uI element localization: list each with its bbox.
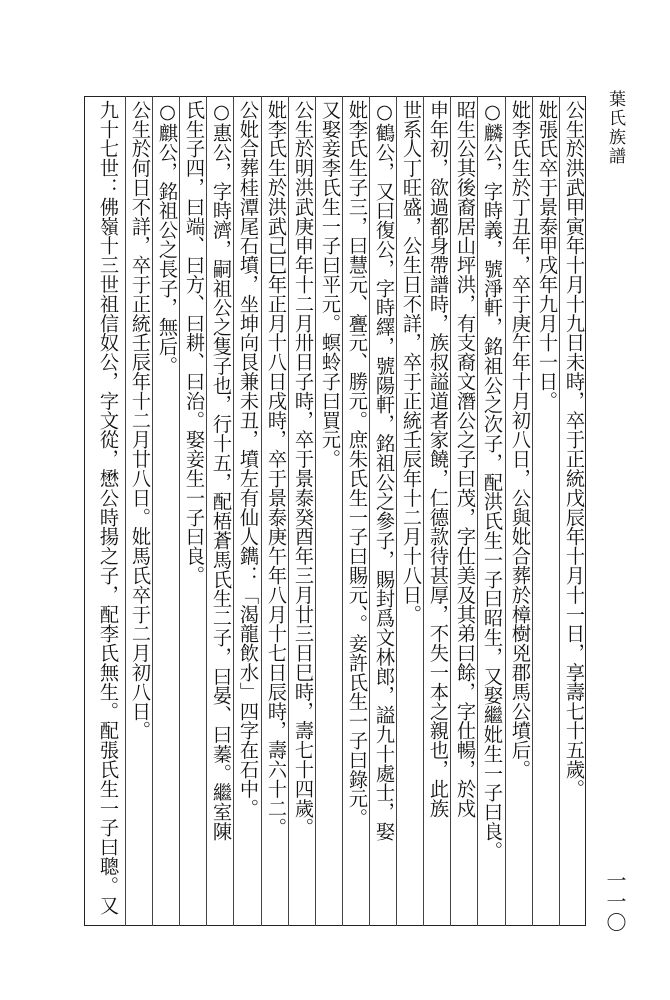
text-column: 世系人丁旺盛，公生日不詳，卒于正統壬辰年十二月十八日。 xyxy=(400,100,423,624)
text-column: 申年初，欲過都身帶譜時，族叔謚道者家饒，仁德款待甚厚，不失一本之親也，此族 xyxy=(427,100,450,818)
text-column: ○鶴公，又曰復公，字時繹，號陽軒，銘祖公之參子，賜封爲文林郎，謚九十處士，娶 xyxy=(373,100,396,841)
text-column: 妣李氏生於洪武己巳年正月十八日戌時，卒于景泰庚午年八月十七日辰時，壽六十二。 xyxy=(265,100,288,838)
text-column: 妣李氏生子三，曰慧元、亹元、勝元。庶朱氏生一子曰賜元、。妾許氏生一子曰錄元。 xyxy=(346,100,369,828)
text-column: 又娶妾李氏生一子曰平元。螟蛉子曰買元。 xyxy=(319,100,342,469)
text-column: 妣張氏卒于景泰甲戌年九月十一日。 xyxy=(536,100,559,411)
text-column: 九十七世：佛嶺十三世祖信奴公，字文從，懋公時揚之子，配李氏無生。配張氏生一子曰聰。又 xyxy=(97,100,120,915)
text-column: ○惠公，字時濟，嗣祖公之隻子也，行十五，配梧蒼馬氏生二子，曰晏、曰蓁。繼室陳 xyxy=(210,100,233,841)
text-column: 公生於洪武甲寅年十月十九日未時，卒于正統戊辰年十月十一日，享壽七十五歲。 xyxy=(563,100,586,799)
text-column: ○麟公，字時義，號淨軒，銘祖公之次子，配洪氏生一子曰昭生，又娶繼妣生一子曰良。 xyxy=(481,100,504,861)
text-column: 公生於何日不詳，卒于正統壬辰年十二月廿八日。妣馬氏卒于二月初八日。 xyxy=(129,100,152,741)
text-column: 氏生子四，曰端、曰方、曰耕、曰治。娶妾生一子曰良。 xyxy=(183,100,206,585)
text-column: 公妣合葬桂潭尾石墳，坐坤向艮兼未丑，墳左有仙人鐫：「渴龍飲水」四字在石中。 xyxy=(237,100,260,818)
text-column: ○麒公，銘祖公之長子，無后。 xyxy=(156,100,179,376)
text-column: 昭生公其後裔居山坪洪，有支裔文潛公之子曰茂，字仕美及其弟曰餘，字仕暢，於戍 xyxy=(454,100,477,818)
book-title: 葉氏族譜 xyxy=(605,90,625,166)
text-column: 公生於明洪武庚申年十二月卅日子時，卒于景泰癸酉年三月廿三日巳時，壽七十四歲。 xyxy=(292,100,315,838)
page-number: 一一〇 xyxy=(603,870,627,933)
text-column: 妣李氏生於丁丑年，卒于庚午年十月初八日，公與妣合葬於樟樹兇郡馬公墳后。 xyxy=(509,100,532,779)
